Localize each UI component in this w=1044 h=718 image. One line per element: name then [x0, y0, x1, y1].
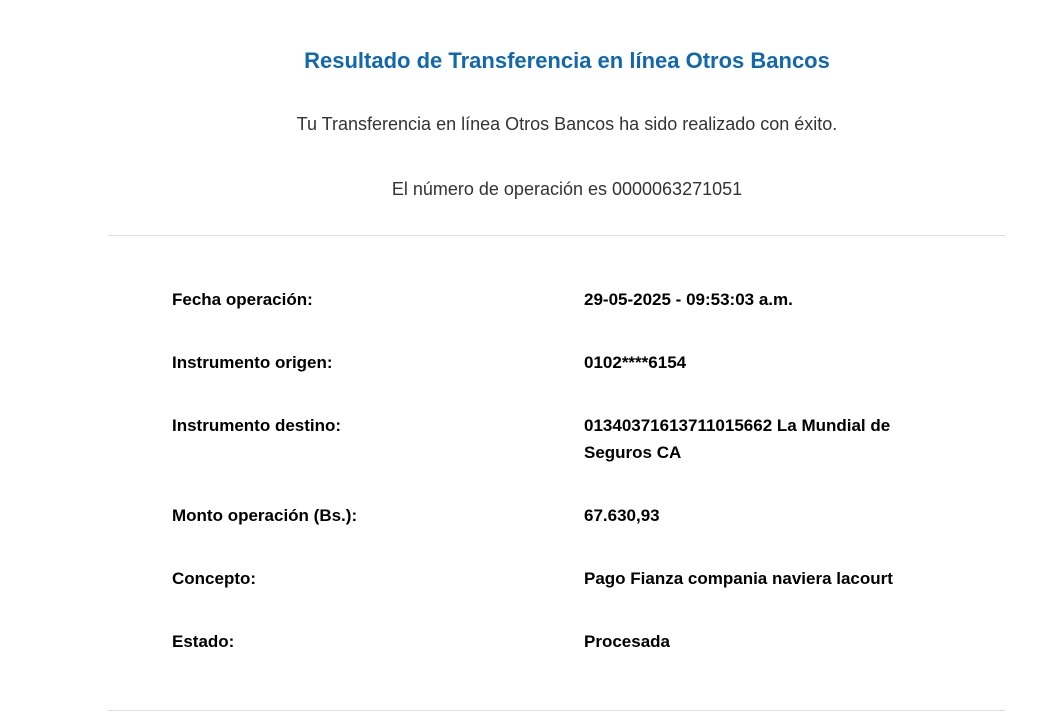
detail-value-fecha-operacion: 29-05-2025 - 09:53:03 a.m.	[584, 290, 793, 309]
detail-row-concepto	[172, 565, 1044, 592]
detail-value-concepto: Pago Fianza compania naviera lacourt	[584, 569, 893, 588]
detail-row-fecha-operacion	[172, 286, 1044, 313]
detail-label-estado: Estado:	[172, 632, 235, 651]
operation-number-line: El número de operación es 0000063271051	[391, 179, 743, 199]
detail-label-concepto: Concepto:	[172, 569, 257, 588]
detail-value-monto-operacion: 67.630,93	[584, 506, 660, 525]
top-divider	[108, 235, 1005, 236]
detail-row-instrumento-origen	[172, 349, 1044, 376]
detail-value-instrumento-destino: 01340371613711015662 La Mundial de Seguros CA	[584, 416, 891, 462]
transfer-details-list	[172, 286, 1044, 655]
detail-row-estado	[172, 628, 1044, 655]
header-block	[90, 0, 1044, 201]
detail-label-fecha-operacion: Fecha operación:	[172, 290, 313, 309]
detail-row-monto-operacion	[172, 502, 1044, 529]
detail-value-estado: Procesada	[584, 632, 670, 651]
detail-value-instrumento-origen: 0102****6154	[584, 353, 687, 372]
detail-label-instrumento-origen: Instrumento origen:	[172, 353, 333, 372]
detail-row-instrumento-destino	[172, 412, 1044, 466]
page-title: Resultado de Transferencia en línea Otros Bancos	[304, 48, 830, 73]
bottom-divider	[108, 710, 1005, 711]
detail-label-monto-operacion: Monto operación (Bs.):	[172, 506, 358, 525]
success-message: Tu Transferencia en línea Otros Bancos ha sido realizado con éxito.	[296, 114, 838, 134]
detail-label-instrumento-destino: Instrumento destino:	[172, 416, 342, 435]
